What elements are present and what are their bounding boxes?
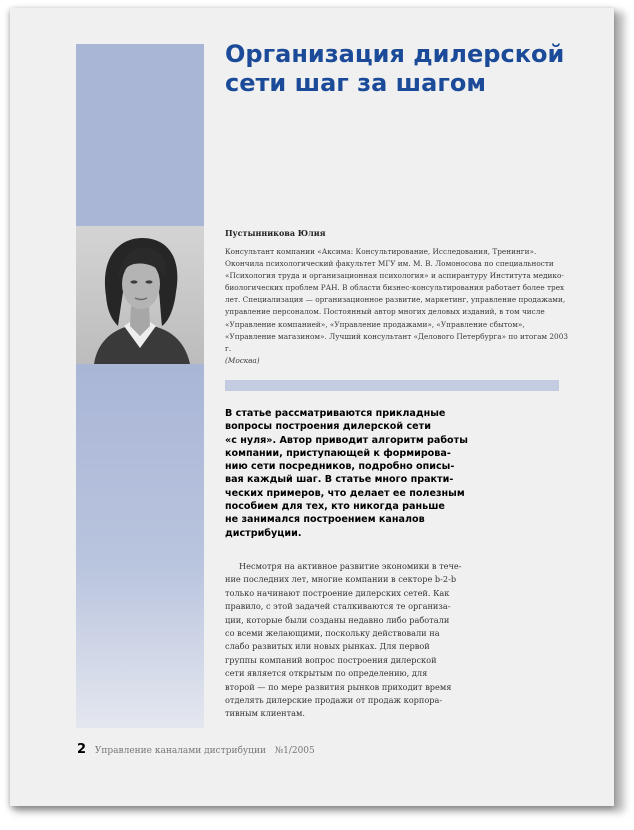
- side-color-band: [76, 44, 204, 226]
- journal-name: Управление каналами дистрибуции: [94, 746, 266, 756]
- body-line: Несмотря на активное развитие экономики в тече-: [239, 561, 462, 571]
- lead-line: нию сети посредников, подробно описы-: [225, 461, 455, 473]
- author-city: (Москва): [225, 355, 260, 365]
- section-divider-bar: [225, 380, 559, 391]
- author-photo: [76, 226, 204, 364]
- magazine-page: [10, 8, 614, 806]
- issue-number: №1/2005: [274, 746, 315, 756]
- lead-line: вопросы построения дилерской сети: [225, 421, 431, 433]
- body-line: отделять дилерские продажи от продаж корпора-: [225, 695, 443, 706]
- body-line: группы компаний вопрос построения дилерской: [225, 654, 437, 665]
- lead-line: пособием для тех, кто никогда раньше: [225, 501, 445, 513]
- body-line: со всеми желающими, поскольку действовали на: [225, 628, 440, 639]
- author-name: Пустынникова Юлия: [225, 228, 326, 238]
- body-line: ции, которые были созданы недавно либо работали: [225, 614, 450, 625]
- page-number: 2: [77, 742, 87, 757]
- author-portrait-image: [76, 226, 204, 364]
- article-body: [225, 560, 487, 721]
- body-line: правило, с этой задачей сталкиваются те организа-: [225, 601, 451, 612]
- lead-line: «с нуля». Автор приводит алгоритм работы: [225, 434, 468, 446]
- author-bio: [225, 246, 570, 367]
- page-footer: [77, 742, 315, 757]
- body-line: ние последних лет, многие компании в секторе b-2-b: [225, 574, 457, 585]
- article-title: Организация дилерской сети шаг за шагом: [225, 40, 565, 97]
- side-color-band-lower: [76, 364, 204, 728]
- lead-line: ческих примеров, что делает ее полезным: [225, 487, 465, 499]
- body-line: второй — по мере развития рынков приходит время: [225, 681, 452, 692]
- lead-line: не занимался построением каналов: [225, 514, 425, 526]
- body-line: только начинают построение дилерских сетей. Как: [225, 587, 450, 598]
- article-lead: [225, 407, 490, 540]
- lead-line: дистрибуции.: [225, 527, 302, 539]
- body-line: тивным клиентам.: [225, 708, 306, 719]
- author-bio-text: Консультант компании «Аксима: Консультирование, Исследования, Тренинги». Окончила психологический факультет МГУ им. М. В. Ломоносова по специальности «Психология труда и организационная психология» и аспирантуру Института медико-биологических проблем РАН. В области бизнес-консультирования работает более трех лет. Специализация — организационное развитие, маркетинг, управление продажами, управление персоналом. Постоянный автор многих деловых изданий, в том числе «Управление компанией», «Управление продажами», «Управление сбытом», «Управление магазином». Лучший консультант «Делового Петербурга» по итогам 2003 г.: [225, 247, 568, 353]
- body-line: сети является открытым по определению, для: [225, 668, 428, 679]
- lead-line: В статье рассматриваются прикладные: [225, 408, 446, 419]
- lead-line: компании, приступающей к формирова-: [225, 447, 451, 459]
- lead-line: вая каждый шаг. В статье много практи-: [225, 474, 454, 486]
- body-line: слабо развитых или новых рынках. Для первой: [225, 641, 430, 652]
